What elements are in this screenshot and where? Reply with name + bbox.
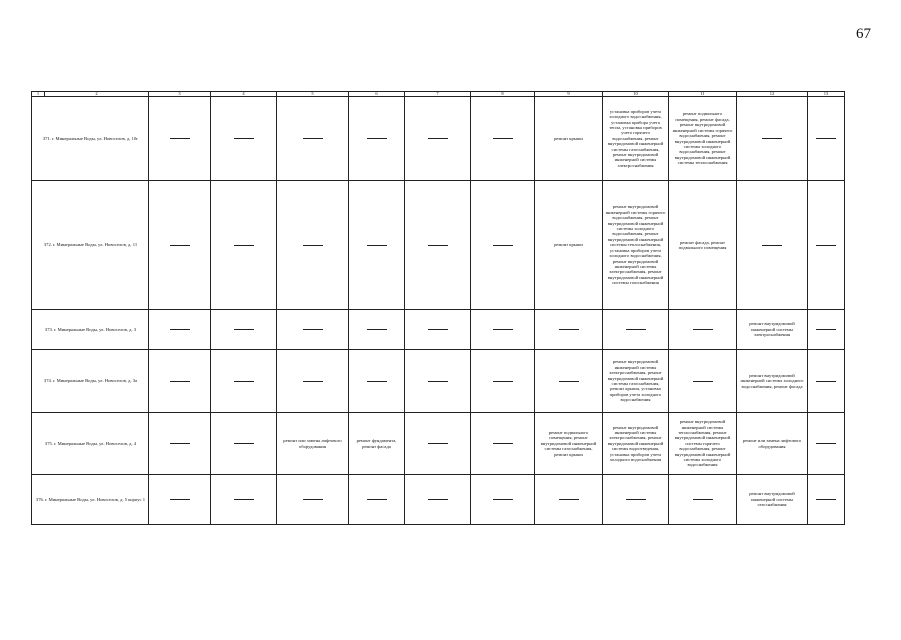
work-cell: ремонт крыши	[535, 97, 603, 181]
empty-cell	[211, 97, 277, 181]
empty-cell	[349, 310, 405, 350]
col-header-11: 11	[669, 92, 737, 97]
empty-cell	[405, 310, 471, 350]
empty-cell	[603, 475, 669, 525]
empty-cell	[149, 413, 211, 475]
address-cell	[32, 475, 149, 525]
works-table	[31, 91, 845, 525]
work-cell: ремонт или замена лифтового оборудования	[737, 413, 808, 475]
page-number: 67	[856, 26, 871, 42]
empty-cell	[471, 350, 535, 413]
address-cell	[32, 350, 149, 413]
empty-cell	[149, 475, 211, 525]
empty-cell	[277, 97, 349, 181]
col-header-9: 9	[535, 92, 603, 97]
address-text: г. Минеральные Воды, ул. Новоселов, д. 10г	[51, 135, 139, 141]
empty-cell	[808, 350, 845, 413]
empty-cell	[535, 350, 603, 413]
empty-cell	[535, 475, 603, 525]
empty-cell	[669, 350, 737, 413]
row-number: 373.	[44, 326, 53, 332]
empty-cell	[535, 310, 603, 350]
empty-cell	[808, 413, 845, 475]
col-header-8: 8	[471, 92, 535, 97]
empty-cell	[149, 97, 211, 181]
col-header-7: 7	[405, 92, 471, 97]
empty-cell	[211, 413, 277, 475]
empty-cell	[277, 310, 349, 350]
col-header-5: 5	[277, 92, 349, 97]
row-number: 374.	[43, 378, 52, 384]
empty-cell	[149, 181, 211, 310]
empty-cell	[211, 475, 277, 525]
row-number: 371.	[42, 135, 51, 141]
work-cell: ремонт или замена лифтового оборудования	[277, 413, 349, 475]
empty-cell	[277, 181, 349, 310]
work-cell: ремонт крыши	[535, 181, 603, 310]
empty-cell	[808, 310, 845, 350]
empty-cell	[405, 350, 471, 413]
empty-cell	[277, 350, 349, 413]
empty-cell	[471, 475, 535, 525]
empty-cell	[405, 475, 471, 525]
empty-cell	[471, 413, 535, 475]
address-cell	[32, 181, 149, 310]
table-row	[32, 181, 845, 310]
empty-cell	[471, 97, 535, 181]
col-header-4: 4	[211, 92, 277, 97]
row-number: 376.	[35, 496, 44, 502]
work-cell: ремонт внутридомовой инженерной системы горячего водоснабжения, ремонт внутридомовой инженерной системы холодного водоснабжения, ремонт внутридомовой инженерной системы теплоснабжения, установка приборов учета холодного водоснабжения, ремонт внутридомовой инженерной системы электроснабжения, ремонт внутридомовой инженерной системы газоснабжения	[603, 181, 669, 310]
address-text: г. Минеральные Воды, ул. Новоселов, д. 4	[53, 440, 137, 446]
empty-cell	[669, 310, 737, 350]
col-header-10: 10	[603, 92, 669, 97]
col-header-13: 13	[808, 92, 845, 97]
empty-cell	[277, 475, 349, 525]
work-cell: ремонт внутридомовой инженерной системы газоснабжения	[737, 475, 808, 525]
col-header-3: 3	[149, 92, 211, 97]
empty-cell	[405, 181, 471, 310]
address-cell	[32, 310, 149, 350]
work-cell: установка приборов учета холодного водоснабжения, установка прибора учета тепла, установка приборов учета горячего водоснабжения, ремонт внутридомовой инженерной системы газоснабжения, ремонт внутридомовой инженерной системы электроснабжения	[603, 97, 669, 181]
empty-cell	[603, 310, 669, 350]
table-row	[32, 350, 845, 413]
empty-cell	[808, 97, 845, 181]
work-cell: ремонт внутридомовой инженерной системы электроснабжения, ремонт внутридомовой инженерной системы газоснабжения, ремонт крыши, установка приборов учета холодного водоснабжения	[603, 350, 669, 413]
table-row	[32, 475, 845, 525]
col-header-2: 2	[45, 92, 149, 97]
table-row	[32, 310, 845, 350]
empty-cell	[808, 181, 845, 310]
address-cell	[32, 97, 149, 181]
work-cell: ремонт фундамента, ремонт фасада	[349, 413, 405, 475]
empty-cell	[211, 181, 277, 310]
col-header-1: 1	[32, 92, 45, 97]
work-cell: ремонт внутридомовой инженерной системы теплоснабжения, ремонт внутридомовой инженерной системы горячего водоснабжения, ремонт внутридомовой инженерной системы холодного водоснабжения	[669, 413, 737, 475]
row-number: 372.	[43, 242, 52, 248]
col-header-12: 12	[737, 92, 808, 97]
work-cell: ремонт подвального помещения, ремонт фасада, ремонт внутридомовой инженерной системы горячего водоснабжения, ремонт внутридомовой инженерной системы холодного водоснабжения, ремонт внутридомовой инженерной системы теплоснабжения	[669, 97, 737, 181]
work-cell: ремонт внутридомовой инженерной системы электроснабжения, ремонт внутридомовой инженерной системы водоотведения, установка приборов учета холодного водоснабжения	[603, 413, 669, 475]
row-number: 375.	[44, 440, 53, 446]
empty-cell	[211, 350, 277, 413]
empty-cell	[471, 181, 535, 310]
empty-cell	[737, 181, 808, 310]
empty-cell	[669, 475, 737, 525]
empty-cell	[405, 413, 471, 475]
table-row	[32, 413, 845, 475]
address-text: г. Минеральные Воды, ул. Новоселов, д. 11	[52, 242, 138, 248]
table-row	[32, 97, 845, 181]
empty-cell	[471, 310, 535, 350]
address-cell	[32, 413, 149, 475]
empty-cell	[149, 350, 211, 413]
col-header-6: 6	[349, 92, 405, 97]
empty-cell	[737, 97, 808, 181]
empty-cell	[349, 181, 405, 310]
empty-cell	[349, 350, 405, 413]
work-cell: ремонт внутридомовой инженерной системы холодного водоснабжения, ремонт фасада	[737, 350, 808, 413]
empty-cell	[808, 475, 845, 525]
address-text: г. Минеральные Воды, ул. Новоселов, д. 3а	[52, 378, 138, 384]
address-text: г. Минеральные Воды, ул. Новоселов, д. 5 корпус 1	[44, 496, 146, 502]
work-cell: ремонт фасада, ремонт подвального помещения	[669, 181, 737, 310]
work-cell: ремонт подвального помещения, ремонт внутридомовой инженерной системы газоснабжения, ремонт крыши	[535, 413, 603, 475]
empty-cell	[211, 310, 277, 350]
empty-cell	[349, 97, 405, 181]
empty-cell	[405, 97, 471, 181]
work-cell: ремонт внутридомовой инженерной системы электроснабжения	[737, 310, 808, 350]
empty-cell	[349, 475, 405, 525]
address-text: г. Минеральные Воды, ул. Новоселов, д. 3	[53, 326, 137, 332]
empty-cell	[149, 310, 211, 350]
